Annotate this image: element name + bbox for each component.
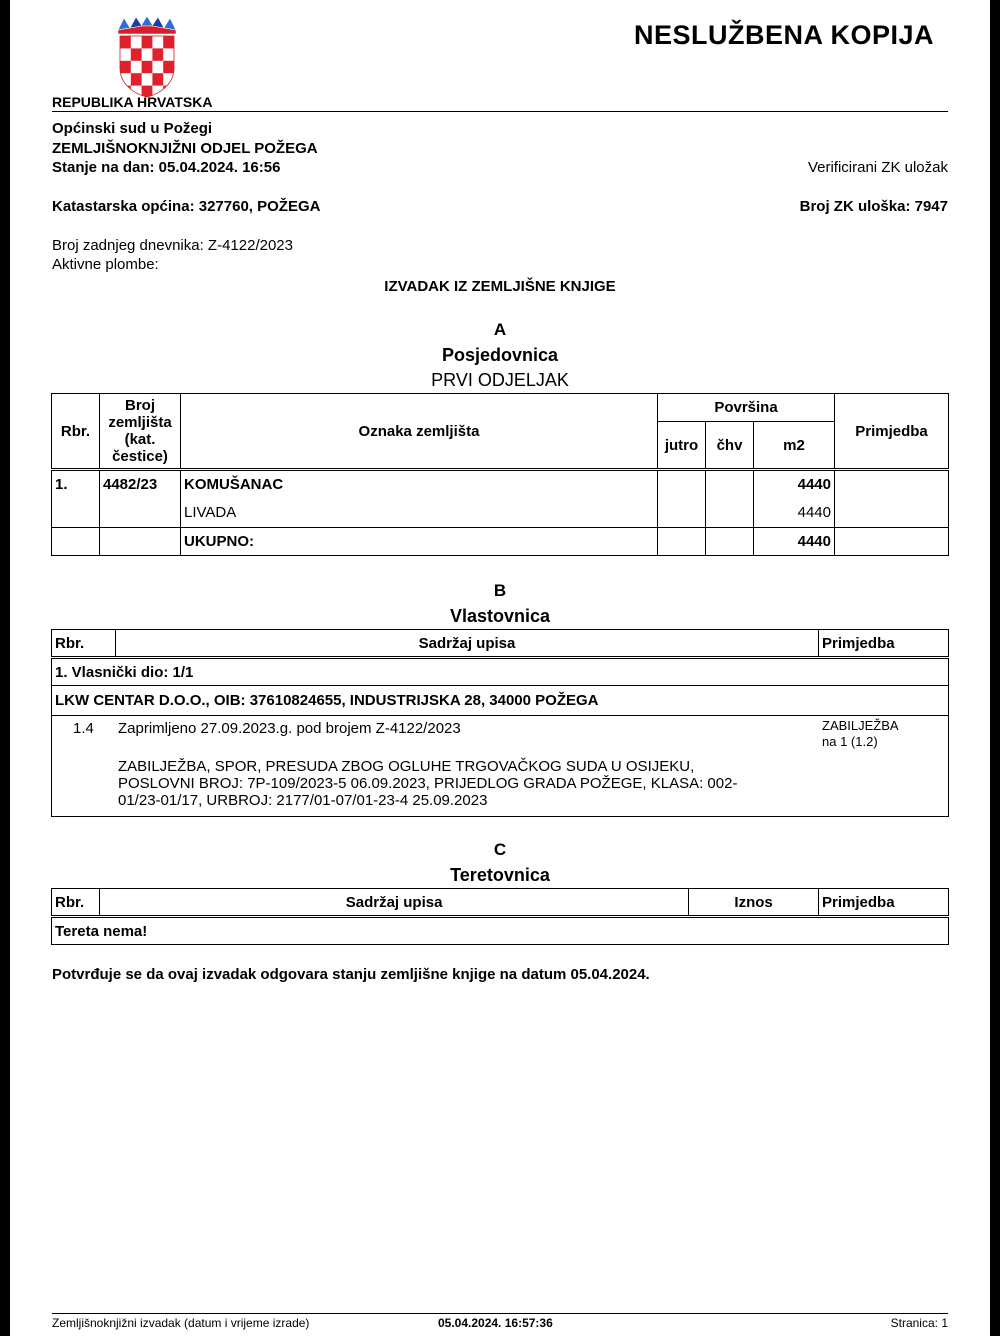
footer-divider xyxy=(52,1313,948,1314)
cadastral-municipality: Katastarska općina: 327760, POŽEGA xyxy=(52,198,321,215)
col-header-oznaka: Oznaka zemljišta xyxy=(181,394,658,470)
col-header-m2: m2 xyxy=(754,422,835,470)
entry-note-type: ZABILJEŽBA xyxy=(822,718,899,733)
row-m2: 4440 xyxy=(754,470,835,498)
section-c-title: Teretovnica xyxy=(450,865,550,885)
row-oznaka: KOMUŠANAC xyxy=(181,470,658,498)
active-seals: Aktivne plombe: xyxy=(52,256,159,273)
last-diary-number: Broj zadnjeg dnevnika: Z-4122/2023 xyxy=(52,237,293,254)
col-header-rbr: Rbr. xyxy=(52,630,116,658)
col-header-rbr: Rbr. xyxy=(52,889,100,917)
footer-datetime: 05.04.2024. 16:57:36 xyxy=(438,1316,553,1330)
crown xyxy=(118,16,176,34)
col-header-jutro: jutro xyxy=(658,422,706,470)
col-header-primjedba: Primjedba xyxy=(835,394,949,470)
footer-label: Zemljišnoknjižni izvadak (datum i vrijeme izrade) xyxy=(52,1316,310,1330)
col-header-chv: čhv xyxy=(706,422,754,470)
row-m2: 4440 xyxy=(754,498,835,528)
total-label: UKUPNO: xyxy=(181,528,658,556)
col-header-broj: Broj zemljišta (kat. čestice) xyxy=(100,394,181,470)
section-a-letter: A xyxy=(493,320,507,339)
row-broj xyxy=(100,498,181,528)
section-a-subtitle: PRVI ODJELJAK xyxy=(431,370,569,390)
col-header-primjedba: Primjedba xyxy=(819,889,949,917)
page-number: Stranica: 1 xyxy=(890,1316,948,1330)
col-header-sadrzaj: Sadržaj upisa xyxy=(99,889,688,917)
row-rbr: 1. xyxy=(52,470,100,498)
entry-rbr: 1.4 xyxy=(73,720,94,737)
coat-of-arms-logo xyxy=(116,16,178,98)
row-rbr xyxy=(52,498,100,528)
table-row xyxy=(52,498,949,528)
vlastovnica-table xyxy=(51,629,949,817)
verified-label: Verificirani ZK uložak xyxy=(807,159,948,176)
state-date: Stanje na dan: 05.04.2024. 16:56 xyxy=(52,159,281,176)
col-header-povrsina: Površina xyxy=(658,394,835,422)
entry-note-ref: na 1 (1.2) xyxy=(822,734,878,749)
court-name: Općinski sud u Požegi xyxy=(52,120,213,137)
confirmation-statement: Potvrđuje se da ovaj izvadak odgovara stanju zemljišne knjige na datum 05.04.2024. xyxy=(52,966,650,983)
document-title: IZVADAK IZ ZEMLJIŠNE KNJIGE xyxy=(384,278,616,295)
posjedovnica-table xyxy=(51,393,949,556)
entry-text-line: ZABILJEŽBA, SPOR, PRESUDA ZBOG OGLUHE TRGOVAČKOG SUDA U OSIJEKU, xyxy=(118,758,695,775)
teretovnica-table xyxy=(51,888,949,945)
section-c-letter: C xyxy=(493,840,507,859)
col-header-sadrzaj: Sadržaj upisa xyxy=(115,630,818,658)
col-header-primjedba: Primjedba xyxy=(819,630,949,658)
header-divider xyxy=(52,111,948,112)
table-row xyxy=(52,470,949,498)
row-broj: 4482/23 xyxy=(100,470,181,498)
section-a-title: Posjedovnica xyxy=(441,345,559,365)
country-name: REPUBLIKA HRVATSKA xyxy=(52,94,213,110)
entry-row xyxy=(52,716,949,817)
total-m2: 4440 xyxy=(754,528,835,556)
entry-received: Zaprimljeno 27.09.2023.g. pod brojem Z-4122/2023 xyxy=(118,720,461,737)
row-oznaka: LIVADA xyxy=(181,498,658,528)
department-name: ZEMLJIŠNOKNJIŽNI ODJEL POŽEGA xyxy=(52,140,318,157)
col-header-rbr: Rbr. xyxy=(52,394,100,470)
total-row xyxy=(52,528,949,556)
owner-name: LKW CENTAR D.O.O., OIB: 37610824655, INDUSTRIJSKA 28, 34000 POŽEGA xyxy=(52,686,949,716)
zk-number: Broj ZK uloška: 7947 xyxy=(799,198,948,215)
unofficial-copy-watermark: NESLUŽBENA KOPIJA xyxy=(634,20,935,50)
col-header-iznos: Iznos xyxy=(689,889,819,917)
entry-text-line: POSLOVNI BROJ: 7P-109/2023-5 06.09.2023, PRIJEDLOG GRADA POŽEGE, KLASA: 002- xyxy=(118,775,738,792)
checkerboard-shield xyxy=(120,36,174,98)
document-page xyxy=(10,0,990,1336)
entry-text-line: 01/23-01/17, URBROJ: 2177/01-07/01-23-4 25.09.2023 xyxy=(118,792,488,809)
section-b-title: Vlastovnica xyxy=(449,606,551,626)
section-b-letter: B xyxy=(493,581,507,600)
ownership-share: 1. Vlasnički dio: 1/1 xyxy=(52,658,949,686)
no-encumbrances: Tereta nema! xyxy=(52,917,949,945)
